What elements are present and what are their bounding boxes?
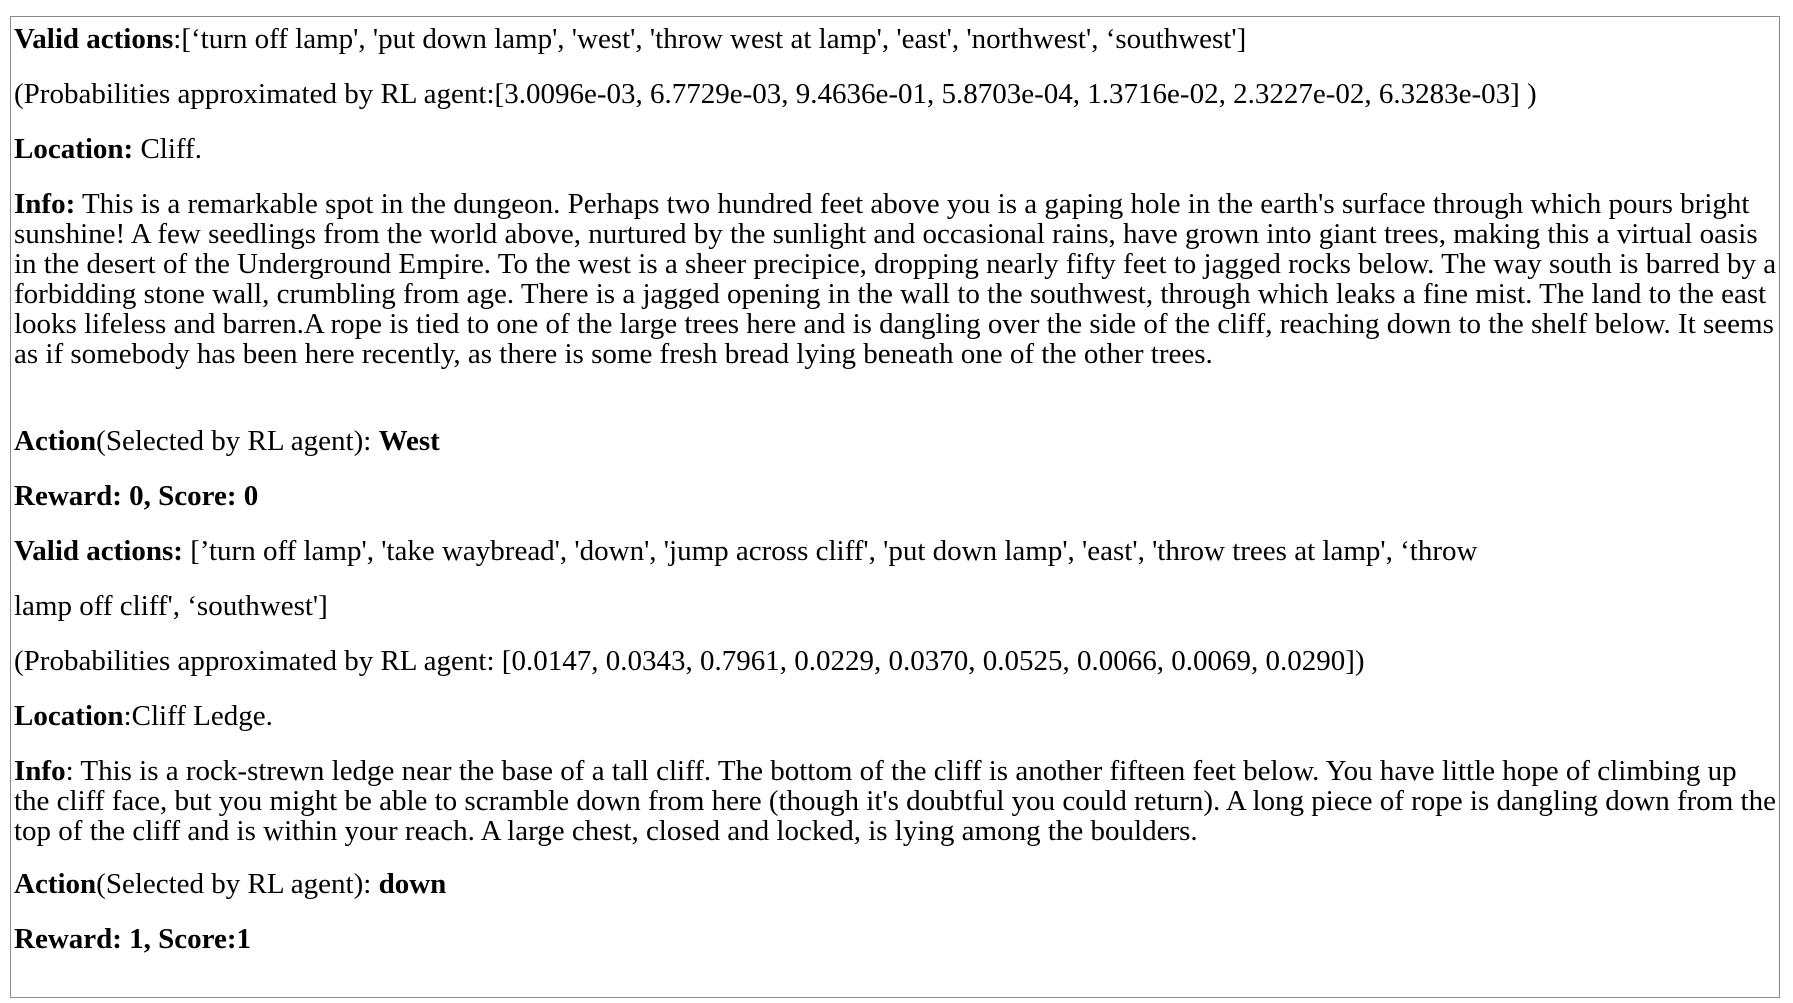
step2-probabilities [14,646,1365,676]
location-label: Location [14,700,124,732]
info-label: Info [14,755,66,787]
valid-actions-label: Valid actions: [14,535,183,567]
info-label: Info: [14,188,76,220]
step1-info [14,189,1779,369]
step1-probabilities [14,79,1537,109]
step2-valid-actions [14,536,1477,566]
action-label: Action [14,868,97,900]
location-label: Location: [14,133,134,165]
step1-location [14,134,202,164]
valid-actions-list: [’turn off lamp', 'take waybread', 'down', 'jump across cliff', 'put down lamp', 'east', 'throw trees at lamp', ‘throw [182,535,1478,567]
step1-action [14,426,440,456]
step2-valid-actions-continued [14,591,328,621]
valid-actions-list: :[‘turn off lamp', 'put down lamp', 'west', 'throw west at lamp', 'east', 'northwest', ‘southwest'] [173,23,1247,55]
action-description: (Selected by RL agent): [96,425,379,457]
document-frame [10,16,1780,998]
action-value: down [378,868,447,900]
step2-action [14,869,446,899]
action-label: Action [14,425,97,457]
step2-info [14,756,1779,846]
valid-actions-list-continued: lamp off cliff', ‘southwest'] [14,590,328,622]
action-description: (Selected by RL agent): [96,868,379,900]
step2-location [14,701,273,731]
info-text: : This is a rock-strewn ledge near the base of a tall cliff. The bottom of the cliff is another fifteen feet below. You have little hope of climbing up the cliff face, but you might be able to scramble down from here (though it's doubtful you could return). A long piece of rope is dangling down from the top of the cliff and is within your reach. A large chest, closed and locked, is lying among the boulders. [14,755,1776,847]
probabilities-text: (Probabilities approximated by RL agent:[3.0096e-03, 6.7729e-03, 9.4636e-01, 5.8703e-04, 1.3716e-02, 2.3227e-02, 6.3283e-03] ) [14,78,1537,110]
location-value: Cliff. [133,133,202,165]
location-value: :Cliff Ledge. [123,700,273,732]
reward-score-text: Reward: 0, Score: 0 [14,480,259,512]
valid-actions-label: Valid actions [14,23,174,55]
info-text: This is a remarkable spot in the dungeon. Perhaps two hundred feet above you is a gaping hole in the earth's surface through which pours bright sunshine! A few seedlings from the world above, nurtured by the sunlight and occasional rains, have grown into giant trees, making this a virtual oasis in the desert of the Underground Empire. To the west is a sheer precipice, dropping nearly fifty feet to jagged rocks below. The way south is barred by a forbidding stone wall, crumbling from age. There is a jagged opening in the wall to the southwest, through which leaks a fine mist. The land to the east looks lifeless and barren.A rope is tied to one of the large trees here and is dangling over the side of the cliff, reaching down to the shelf below. It seems as if somebody has been here recently, as there is some fresh bread lying beneath one of the other trees. [14,188,1777,370]
step1-valid-actions [14,24,1246,54]
reward-score-text: Reward: 1, Score:1 [14,923,252,955]
step2-reward [14,924,251,954]
probabilities-text: (Probabilities approximated by RL agent: [0.0147, 0.0343, 0.7961, 0.0229, 0.0370, 0.0525, 0.0066, 0.0069, 0.0290]) [14,645,1365,677]
step1-reward [14,481,258,511]
action-value: West [378,425,440,457]
